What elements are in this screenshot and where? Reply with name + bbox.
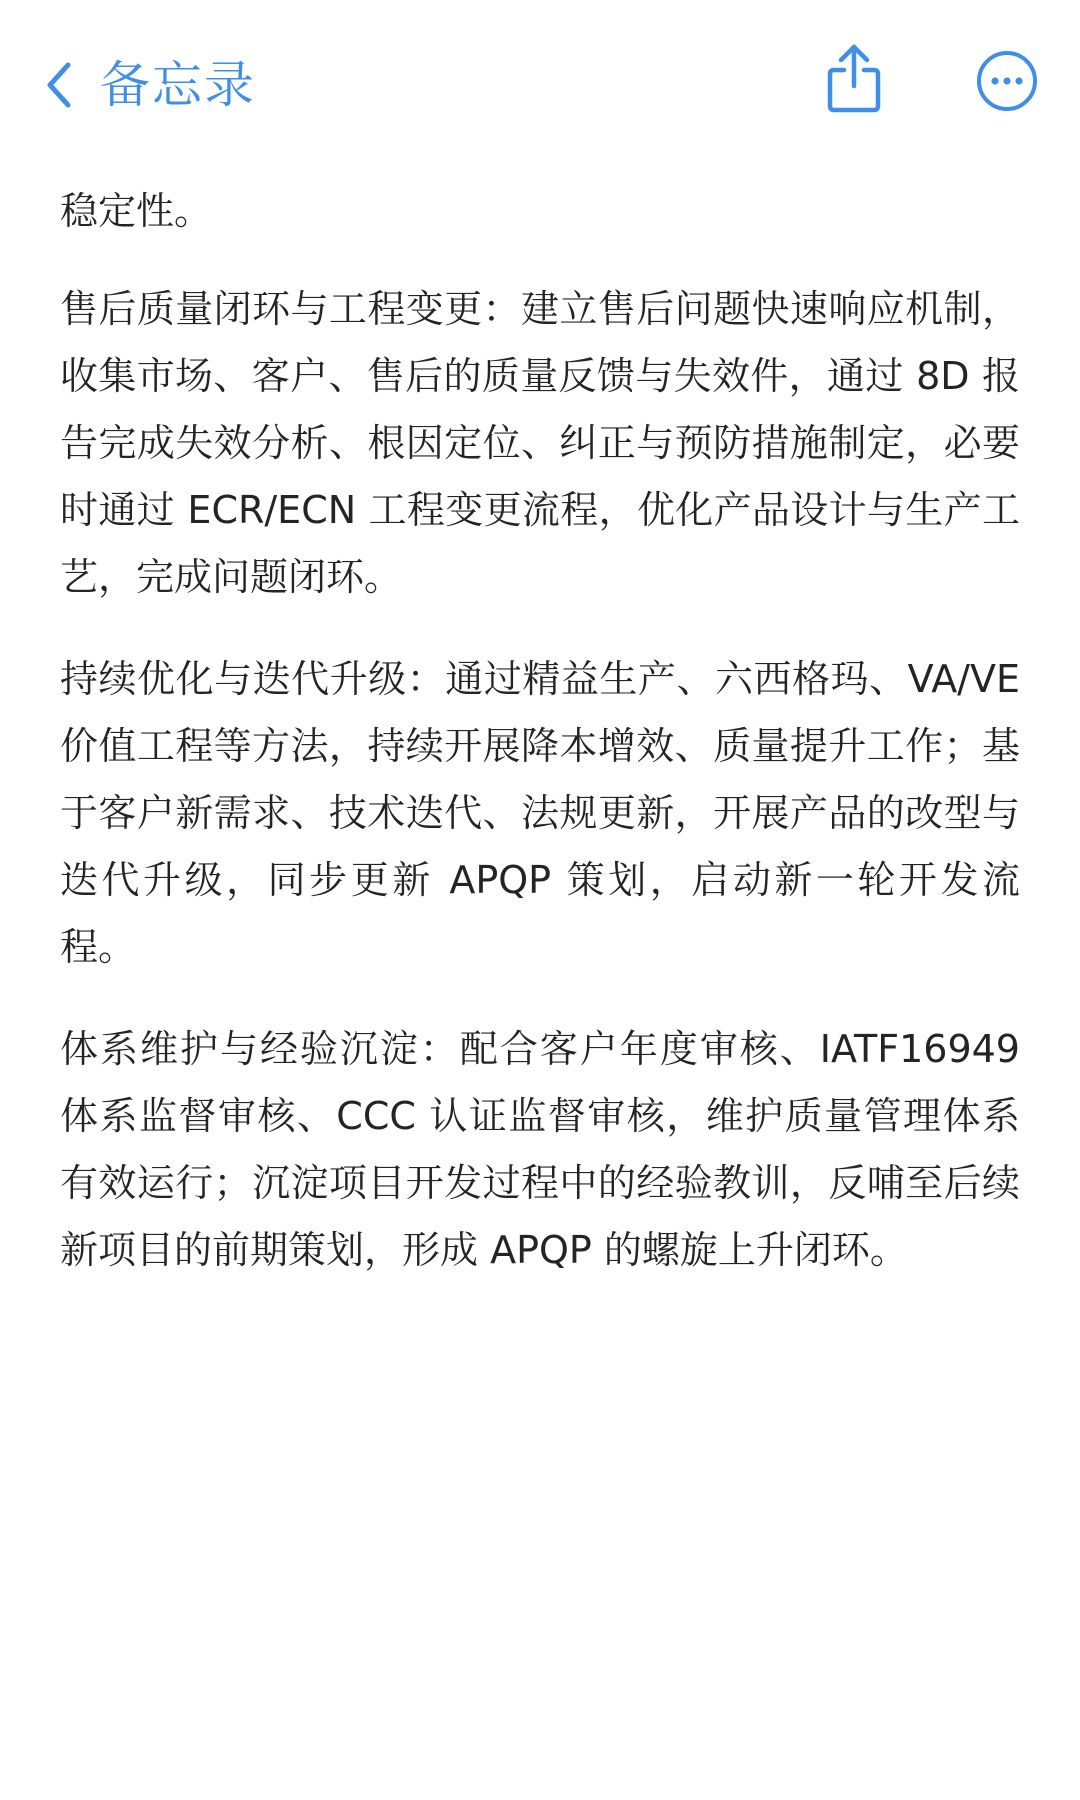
more-ellipsis-icon [976,50,1038,112]
share-button[interactable] [824,42,884,114]
note-paragraph: 体系维护与经验沉淀：配合客户年度审核、IATF16949 体系监督审核、CCC 认证监督审核，维护质量管理体系有效运行；沉淀项目开发过程中的经验教训，反哺至后续新项目的前期策划，形成 APQP 的螺旋上升闭环。 [60,1027,1020,1272]
note-body[interactable] [60,178,1020,1319]
note-paragraph: 稳定性。 [60,189,213,233]
chevron-left-icon [42,59,76,111]
back-label: 备忘录 [100,56,256,114]
back-button[interactable] [42,50,256,120]
more-button[interactable] [976,50,1038,112]
share-icon [824,42,884,114]
note-paragraph: 售后质量闭环与工程变更：建立售后问题快速响应机制，收集市场、客户、售后的质量反馈与失效件，通过 8D 报告完成失效分析、根因定位、纠正与预防措施制定，必要时通过 ECR/ECN 工程变更流程，优化产品设计与生产工艺，完成问题闭环。 [60,287,1020,599]
note-paragraph: 持续优化与迭代升级：通过精益生产、六西格玛、VA/VE 价值工程等方法，持续开展降本增效、质量提升工作；基于客户新需求、技术迭代、法规更新，开展产品的改型与迭代升级，同步更新 APQP 策划，启动新一轮开发流程。 [60,657,1020,969]
navigation-bar [0,0,1080,165]
